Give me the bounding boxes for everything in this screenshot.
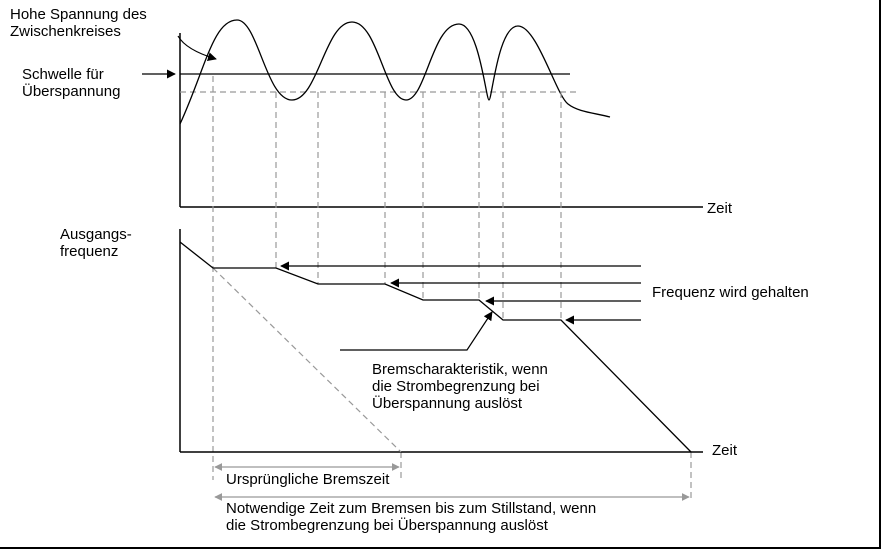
required-time-line-1: Notwendige Zeit zum Bremsen bis zum Stillstand, wenn bbox=[226, 500, 597, 517]
output-frequency-label-line-2: frequenz bbox=[60, 243, 119, 260]
output-frequency-label-line-1: Ausgangs- bbox=[60, 226, 132, 243]
braking-characteristic-line-2: die Strombegrenzung bei bbox=[372, 378, 540, 395]
original-braking-time-label: Ursprüngliche Bremszeit bbox=[226, 471, 390, 488]
dc-bus-label bbox=[10, 6, 147, 40]
dc-bus-label-line-1: Hohe Spannung des bbox=[10, 6, 147, 23]
braking-characteristic-pointer bbox=[340, 312, 492, 350]
hold-arrows bbox=[281, 266, 641, 320]
required-time-label bbox=[226, 500, 596, 534]
braking-characteristic-line-1: Bremscharakteristik, wenn bbox=[372, 361, 548, 378]
threshold-label-line-2: Überspannung bbox=[22, 83, 121, 100]
original-braking-ramp bbox=[213, 268, 401, 452]
required-time-line-2: die Strombegrenzung bei Überspannung auslöst bbox=[226, 517, 548, 534]
braking-characteristic-label bbox=[372, 361, 548, 412]
bottom-time-label: Zeit bbox=[712, 442, 738, 459]
threshold-label-line-1: Schwelle für bbox=[22, 66, 104, 83]
dc-bus-voltage-curve bbox=[180, 20, 610, 124]
braking-characteristic-line-3: Überspannung auslöst bbox=[372, 395, 523, 412]
output-frequency-label bbox=[60, 226, 132, 260]
dc-bus-label-line-2: Zwischenkreises bbox=[10, 23, 121, 40]
projection-lines bbox=[213, 76, 691, 500]
threshold-label bbox=[22, 66, 120, 100]
output-frequency-curve bbox=[180, 242, 691, 452]
top-time-label: Zeit bbox=[707, 200, 733, 217]
frequency-held-label: Frequenz wird gehalten bbox=[652, 284, 809, 301]
